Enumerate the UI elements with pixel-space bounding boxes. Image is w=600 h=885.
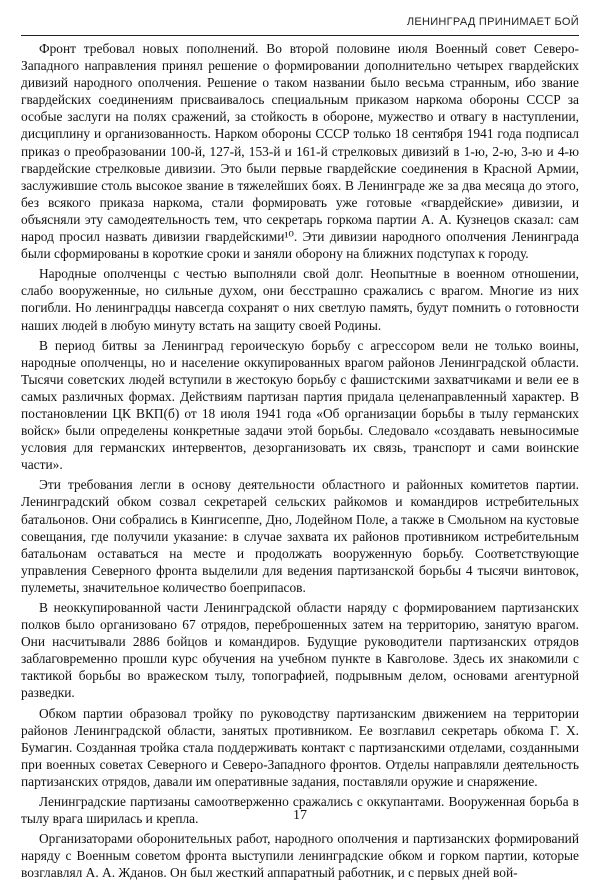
paragraph: Организаторами оборонительных работ, народного ополчения и партизанских формирований наряду с Военным советом фронта выступили ленинградские обком и горком партии, которые возглавлял А. А. Жданов. Он был жесткий аппаратный работник, и с первых дней вой- (21, 831, 579, 881)
paragraph: В период битвы за Ленинград героическую борьбу с агрессором вели не только воины, народные ополченцы, но и население оккупированных врагом районов Ленинградской области. Тысячи советских людей вступили в жестокую борьбу с фашистскими захватчиками и вели ее в самых различных формах. Действиям партизан партия придала целенаправленный характер. В постановлении ЦК ВКП(б) от 18 июля 1941 года «Об организации борьбы в тылу германских войск» были определены конкретные задачи этой борьбы. Следовало «создавать невыносимые условия для германских интервентов, дезорганизовать их связь, транспорт и сами воинские части». (21, 337, 579, 473)
running-header (21, 10, 579, 36)
body-text (21, 40, 579, 885)
running-header-title: ЛЕНИНГРАД ПРИНИМАЕТ БОЙ (406, 16, 579, 28)
paragraph: Народные ополченцы с честью выполняли свой долг. Неопытные в военном отношении, слабо вооруженные, но сильные духом, они бесстрашно сражались с врагом. Многие из них погибли. Но ленинградцы навсегда сохранят о них светлую память, будут помнить о готовности наших людей в любую минуту встать на защиту своей Родины. (21, 266, 579, 333)
paragraph: Обком партии образовал тройку по руководству партизанским движением на территории районов Ленинградской области, занятых противником. Ее возглавил секретарь обкома Г. Х. Бумагин. Созданная тройка стала поддерживать контакт с партизанскими отделами, созданными при военных советах Северного и Северо-Западного фронтов. Отделы направляли деятельность партизанских отрядов, давали им оперативные задания, поставляли оружие и снаряжение. (21, 705, 579, 789)
paragraph: Фронт требовал новых пополнений. Во второй половине июля Военный совет Северо-Западного направления принял решение о формировании дополнительно четырех гвардейских дивизий народного ополчения. Решение о таком названии было весьма странным, ибо звание гвардейских соединениям присваивалось специальным приказом наркома обороны СССР за особые заслуги на полях сражений, за стойкость в обороне, мужество и отвагу в наступлении, дисциплину и организованность. Нарком обороны СССР только 18 сентября 1941 года подписал приказ о преобразовании 100-й, 127-й, 153-й и 161-й стрелковых дивизий в 1-ю, 2-ю, 3-ю и 4-ю гвардейские стрелковые дивизии. Это были первые гвардейские соединения в Красной Армии, заслужившие столь высокое звание в тяжелейших боях. В Ленинграде же за два месяца до этого, без всякого приказа наркома, стали формировать уже готовые «гвардейские» дивизии, и объясняли эту самодеятельность тем, что секретарь горкома партии А. А. Кузнецов сказал: сам народ просил назвать дивизии гвардейскими¹⁰. Эти дивизии народного ополчения Ленинграда были сформированы в короткие сроки и заняли оборону на ближних подступах к городу. (21, 41, 579, 262)
page-number: 17 (293, 808, 307, 823)
paragraph: Эти требования легли в основу деятельности областного и районных комитетов партии. Ленинградский обком созвал секретарей сельских райкомов и командиров истребительных батальонов. Они собрались в Кингисеппе, Дно, Лодейном Поле, а также в Смольном на кустовые совещания, где получили указание: в случае захвата их районов противником истребительным батальонам оставаться на месте и продолжать вооруженную борьбу. Соответствующие управления Северного фронта выделили для ведения партизанской борьбы 4 тысячи винтовок, пулеметы, значительное количество боеприпасов. (21, 477, 579, 595)
paragraph: В неоккупированной части Ленинградской области наряду с формированием партизанских полков было организовано 67 отрядов, переброшенных затем на территорию, занятую врагом. Они насчитывали 2886 бойцов и командиров. Будущие руководители партизанских отрядов заблаговременно прошли курс обучения на учебном пункте в Кавголове. Здесь их знакомили с тактикой борьбы во вражеском тылу, топографией, подрывным делом, основами агентурной разведки. (21, 600, 579, 701)
paragraph: Ленинградские партизаны самоотверженно сражались с оккупантами. Вооруженная борьба в тылу врага ширилась и крепла. (21, 794, 579, 827)
